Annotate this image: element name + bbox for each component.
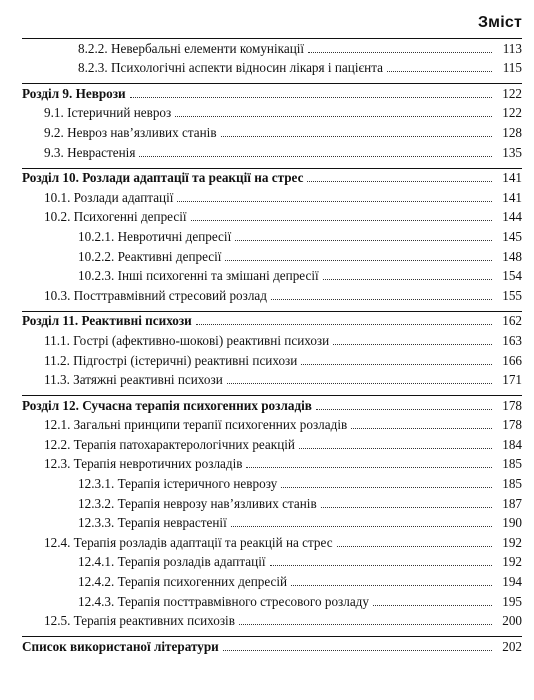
toc-entry-page: 128 — [502, 124, 522, 140]
toc-entry — [22, 168, 522, 188]
toc-entry-page: 171 — [502, 372, 522, 388]
toc-entry — [22, 395, 522, 415]
toc-entry — [22, 330, 522, 350]
toc-entry — [22, 103, 522, 123]
toc-entry-title: 12.4. Терапія розладів адаптації та реакцій на стрес — [44, 534, 333, 550]
toc-entry-title: Розділ 10. Розлади адаптації та реакції на стрес — [22, 170, 304, 186]
toc-entry-page: 148 — [502, 248, 522, 264]
dot-leader — [281, 487, 492, 488]
toc-entry — [22, 493, 522, 513]
toc-entry-page: 154 — [502, 268, 522, 284]
toc-entry-title: 12.3. Терапія невротичних розладів — [44, 456, 243, 472]
dot-leader — [235, 240, 492, 241]
toc-entry-title: 9.3. Неврастенія — [44, 144, 136, 160]
toc-entry-page: 162 — [502, 313, 522, 329]
dot-leader — [225, 260, 492, 261]
toc-entry-page: 192 — [502, 554, 522, 570]
toc-entry — [22, 532, 522, 552]
toc-entry-page: 190 — [502, 515, 522, 531]
toc-entry-page: 194 — [502, 574, 522, 590]
toc-entry-page: 200 — [502, 613, 522, 629]
toc-entry — [22, 370, 522, 390]
toc-entry — [22, 473, 522, 493]
dot-leader — [196, 324, 492, 325]
toc-entry — [22, 434, 522, 454]
toc-entry — [22, 142, 522, 162]
toc-entry-page: 185 — [502, 456, 522, 472]
toc-entry — [22, 285, 522, 305]
toc-entry — [22, 122, 522, 142]
dot-leader — [221, 136, 492, 137]
toc-entry-title: 9.1. Істеричний невроз — [44, 105, 172, 121]
toc-entry-title: Розділ 11. Реактивні психози — [22, 313, 192, 329]
toc-entry-title: 12.3.1. Терапія істеричного неврозу — [78, 476, 278, 492]
toc-entry — [22, 58, 522, 78]
dot-leader — [270, 565, 492, 566]
toc-entry — [22, 311, 522, 331]
toc-entry-title: 10.1. Розлади адаптації — [44, 189, 174, 205]
toc-entry-title: 10.2.3. Інші психогенні та змішані депресії — [78, 268, 319, 284]
header-title: Зміст — [477, 14, 522, 31]
toc-entry-title: 12.4.3. Терапія посттравмівного стресового розладу — [78, 593, 369, 609]
dot-leader — [130, 97, 492, 98]
toc-entry-page: 187 — [502, 495, 522, 511]
toc-entry — [22, 552, 522, 572]
toc-entry-title: Розділ 9. Неврози — [22, 85, 126, 101]
dot-leader — [337, 546, 492, 547]
dot-leader — [323, 279, 492, 280]
dot-leader — [308, 52, 492, 53]
toc-entry — [22, 571, 522, 591]
toc-entry — [22, 187, 522, 207]
toc-entry-title: 11.2. Підгострі (істеричні) реактивні психози — [44, 352, 298, 368]
toc-entry-page: 166 — [502, 352, 522, 368]
toc-entry-page: 155 — [502, 287, 522, 303]
dot-leader — [231, 526, 492, 527]
page-header — [22, 12, 522, 39]
toc-entry — [22, 246, 522, 266]
toc-entry-title: 8.2.2. Невербальні елементи комунікації — [78, 40, 305, 56]
toc-entry-title: 10.3. Посттравмівний стресовий розлад — [44, 287, 267, 303]
dot-leader — [291, 585, 492, 586]
toc-entry-page: 135 — [502, 144, 522, 160]
toc-entry-title: Список використаної літератури — [22, 638, 219, 654]
toc-entry-title: 12.3.2. Терапія неврозу нав’язливих станів — [78, 495, 317, 511]
dot-leader — [246, 467, 492, 468]
toc-entry-page: 163 — [502, 332, 522, 348]
dot-leader — [139, 156, 492, 157]
toc-entry — [22, 266, 522, 286]
toc-entry-page: 178 — [502, 417, 522, 433]
toc-entry — [22, 83, 522, 103]
toc-entry — [22, 454, 522, 474]
dot-leader — [191, 220, 492, 221]
toc-entry-page: 178 — [502, 397, 522, 413]
dot-leader — [333, 344, 492, 345]
dot-leader — [351, 428, 492, 429]
toc-entry — [22, 38, 522, 58]
dot-leader — [321, 507, 492, 508]
toc-entry-title: 12.2. Терапія патохарактерологічних реакцій — [44, 436, 295, 452]
toc-entry — [22, 207, 522, 227]
table-of-contents — [22, 38, 522, 656]
toc-entry — [22, 636, 522, 656]
toc-entry-page: 141 — [502, 189, 522, 205]
dot-leader — [271, 299, 492, 300]
dot-leader — [227, 383, 492, 384]
dot-leader — [239, 624, 492, 625]
toc-entry — [22, 350, 522, 370]
toc-entry-page: 195 — [502, 593, 522, 609]
toc-entry-title: 12.5. Терапія реактивних психозів — [44, 613, 235, 629]
toc-entry-title: 8.2.3. Психологічні аспекти відносин лікаря і пацієнта — [78, 60, 383, 76]
toc-entry-title: 12.4.1. Терапія розладів адаптації — [78, 554, 266, 570]
toc-entry — [22, 591, 522, 611]
toc-entry — [22, 513, 522, 533]
toc-entry-page: 202 — [502, 638, 522, 654]
toc-entry-page: 122 — [502, 105, 522, 121]
toc-entry — [22, 611, 522, 631]
toc-entry-title: 10.2.2. Реактивні депресії — [78, 248, 222, 264]
toc-entry-page: 122 — [502, 85, 522, 101]
dot-leader — [175, 116, 492, 117]
dot-leader — [223, 650, 492, 651]
toc-entry-title: 10.2.1. Невротичні депресії — [78, 228, 232, 244]
toc-entry-title: Розділ 12. Сучасна терапія психогенних розладів — [22, 397, 312, 413]
toc-entry-title: 11.1. Гострі (афективно-шокові) реактивні психози — [44, 332, 330, 348]
dot-leader — [299, 448, 492, 449]
toc-entry-title: 12.3.3. Терапія неврастенії — [78, 515, 227, 531]
toc-entry — [22, 415, 522, 435]
toc-entry-title: 11.3. Затяжні реактивні психози — [44, 372, 223, 388]
toc-entry-page: 115 — [502, 60, 522, 76]
dot-leader — [373, 605, 492, 606]
toc-entry-page: 185 — [502, 476, 522, 492]
toc-entry-title: 12.4.2. Терапія психогенних депресій — [78, 574, 288, 590]
toc-entry-page: 141 — [502, 170, 522, 186]
toc-entry-page: 184 — [502, 436, 522, 452]
toc-entry — [22, 226, 522, 246]
toc-entry-page: 192 — [502, 534, 522, 550]
toc-entry-title: 12.1. Загальні принципи терапії психогенних розладів — [44, 417, 348, 433]
toc-entry-page: 113 — [502, 40, 522, 56]
dot-leader — [316, 409, 492, 410]
toc-entry-title: 9.2. Невроз нав’язливих станів — [44, 124, 217, 140]
dot-leader — [307, 181, 492, 182]
dot-leader — [301, 364, 492, 365]
dot-leader — [177, 201, 492, 202]
toc-entry-title: 10.2. Психогенні депресії — [44, 209, 187, 225]
toc-entry-page: 145 — [502, 228, 522, 244]
toc-entry-page: 144 — [502, 209, 522, 225]
dot-leader — [387, 71, 492, 72]
